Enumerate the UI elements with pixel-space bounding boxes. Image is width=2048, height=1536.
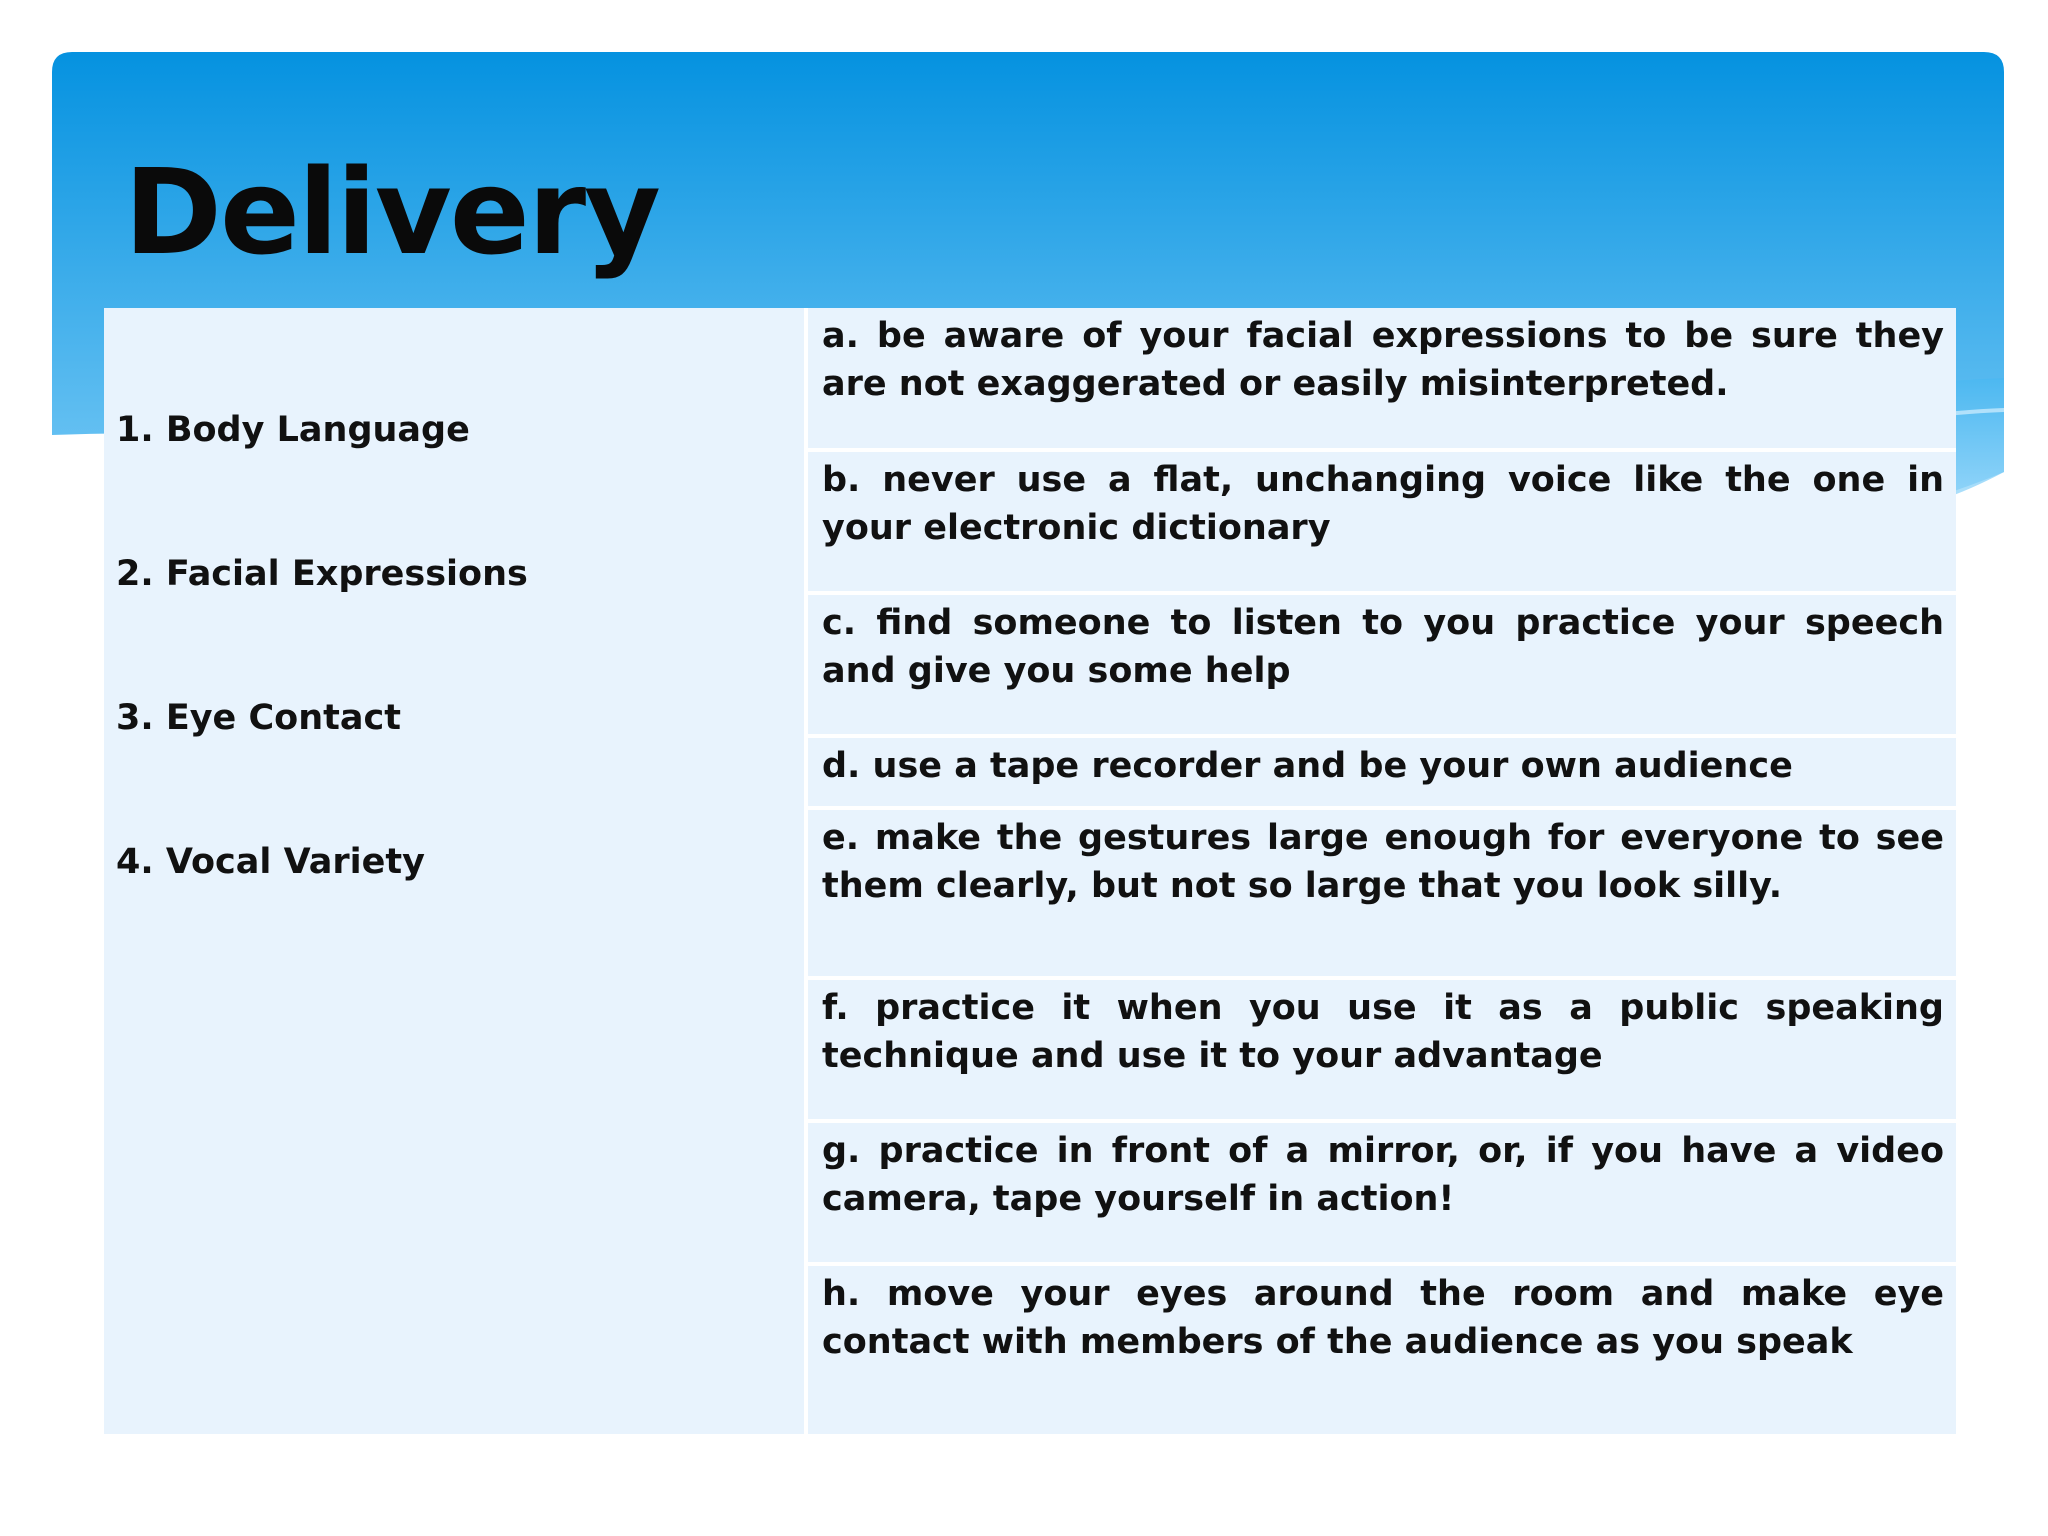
term-facial-expressions: 2. Facial Expressions bbox=[116, 554, 528, 594]
term-body-language: 1. Body Language bbox=[116, 410, 470, 450]
definition-h: h. move your eyes around the room and make eye contact with members of the audience as you speak bbox=[808, 1266, 1956, 1434]
definition-b: b. never use a flat, unchanging voice like the one in your electronic dictionary bbox=[808, 452, 1956, 591]
terms-list bbox=[116, 406, 528, 982]
slide-title: Delivery bbox=[124, 143, 659, 281]
terms-column bbox=[104, 308, 804, 1434]
term-eye-contact: 3. Eye Contact bbox=[116, 698, 401, 738]
term-vocal-variety: 4. Vocal Variety bbox=[116, 842, 425, 882]
matching-table bbox=[104, 308, 1956, 1434]
definition-d: d. use a tape recorder and be your own audience bbox=[808, 738, 1956, 806]
definition-e: e. make the gestures large enough for everyone to see them clearly, but not so large that you look silly. bbox=[808, 810, 1956, 976]
definition-g: g. practice in front of a mirror, or, if you have a video camera, tape yourself in action! bbox=[808, 1123, 1956, 1262]
definition-f: f. practice it when you use it as a public speaking technique and use it to your advantage bbox=[808, 980, 1956, 1119]
definitions-column bbox=[808, 308, 1956, 1434]
definition-c: c. find someone to listen to you practice your speech and give you some help bbox=[808, 595, 1956, 734]
definition-a: a. be aware of your facial expressions to be sure they are not exaggerated or easily misinterpreted. bbox=[808, 308, 1956, 448]
